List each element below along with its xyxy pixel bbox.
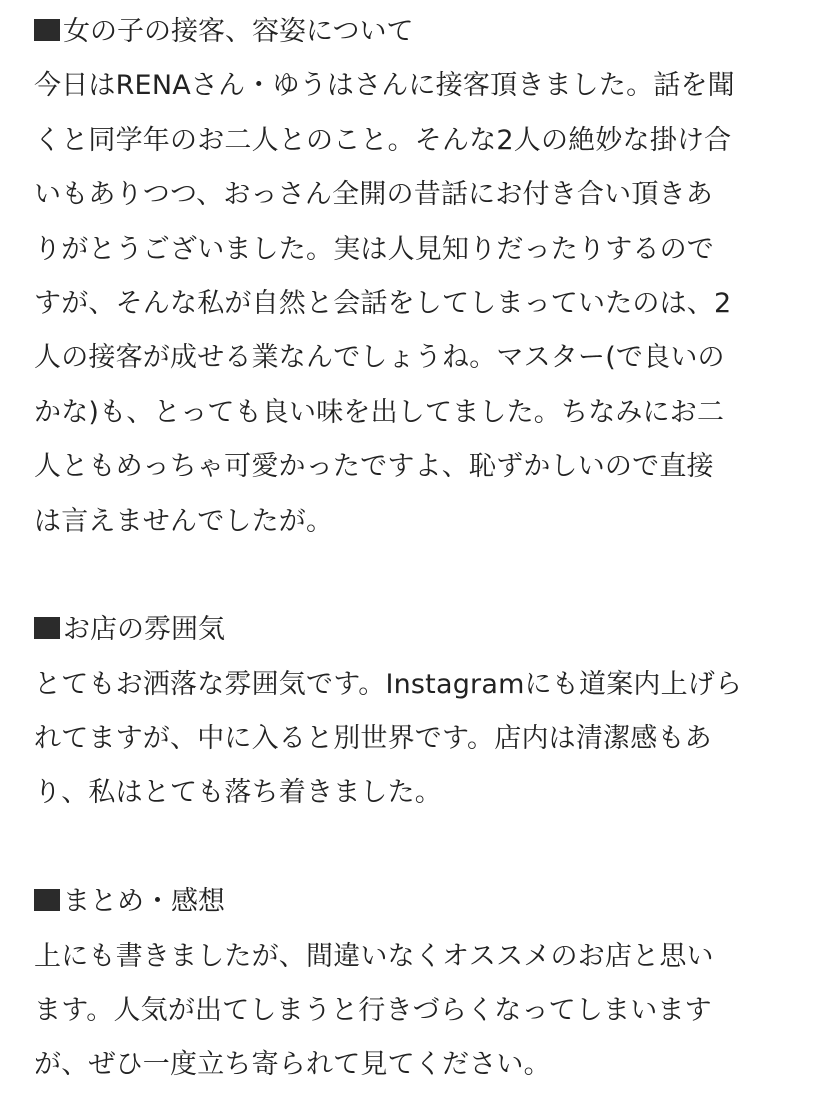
blank-line (34, 549, 834, 603)
paragraph-line: り、私はとても落ち着きました。 (34, 777, 442, 809)
paragraph-line: が、ぜひ一度立ち寄られて見てください。 (34, 1049, 551, 1081)
section-heading (34, 875, 834, 929)
section-heading-text: お店の雰囲気 (63, 614, 225, 646)
paragraph-line: とてもお洒落な雰囲気です。Instagramにも道案内上げら (34, 668, 743, 700)
section-heading-text: 女の子の接客、容姿について (63, 16, 414, 47)
paragraph-line: 今日はRENAさん・ゆうはさんに接客頂きました。話を聞 (34, 70, 735, 102)
section-heading (34, 603, 834, 657)
paragraph-line: 人ともめっちゃ可愛かったですよ、恥ずかしいので直接 (34, 451, 714, 483)
paragraph-line: すが、そんな私が自然と会話をしてしまっていたのは、2 (34, 287, 732, 319)
section-heading (34, 5, 834, 59)
paragraph-line: 上にも書きましたが、間違いなくオススメのお店と思い (34, 940, 714, 972)
square-bullet-icon (34, 889, 60, 911)
paragraph-line: かな)も、とっても良い味を出してました。ちなみにお二 (34, 396, 725, 428)
section-atmosphere (34, 603, 834, 821)
blank-line (34, 821, 834, 875)
paragraph-line: 人の接客が成せる業なんでしょうね。マスター(で良いの (34, 342, 725, 374)
paragraph-line: いもありつつ、おっさん全開の昔話にお付き合い頂きあ (34, 179, 713, 211)
paragraph-line: りがとうございました。実は人見知りだったりするので (34, 233, 714, 265)
section-customer-service (34, 5, 834, 549)
review-text (34, 0, 834, 1093)
section-heading-text: まとめ・感想 (63, 886, 225, 918)
paragraph-line: れてますが、中に入ると別世界です。店内は清潔感もあ (34, 723, 712, 755)
square-bullet-icon (34, 617, 60, 639)
paragraph-line: ます。人気が出てしまうと行きづらくなってしまいます (34, 995, 712, 1027)
square-bullet-icon (34, 19, 60, 41)
section-summary (34, 875, 834, 1093)
paragraph-line: は言えませんでしたが。 (34, 505, 334, 537)
paragraph-line: くと同学年のお二人とのこと。そんな2人の絶妙な掛け合 (34, 124, 732, 156)
